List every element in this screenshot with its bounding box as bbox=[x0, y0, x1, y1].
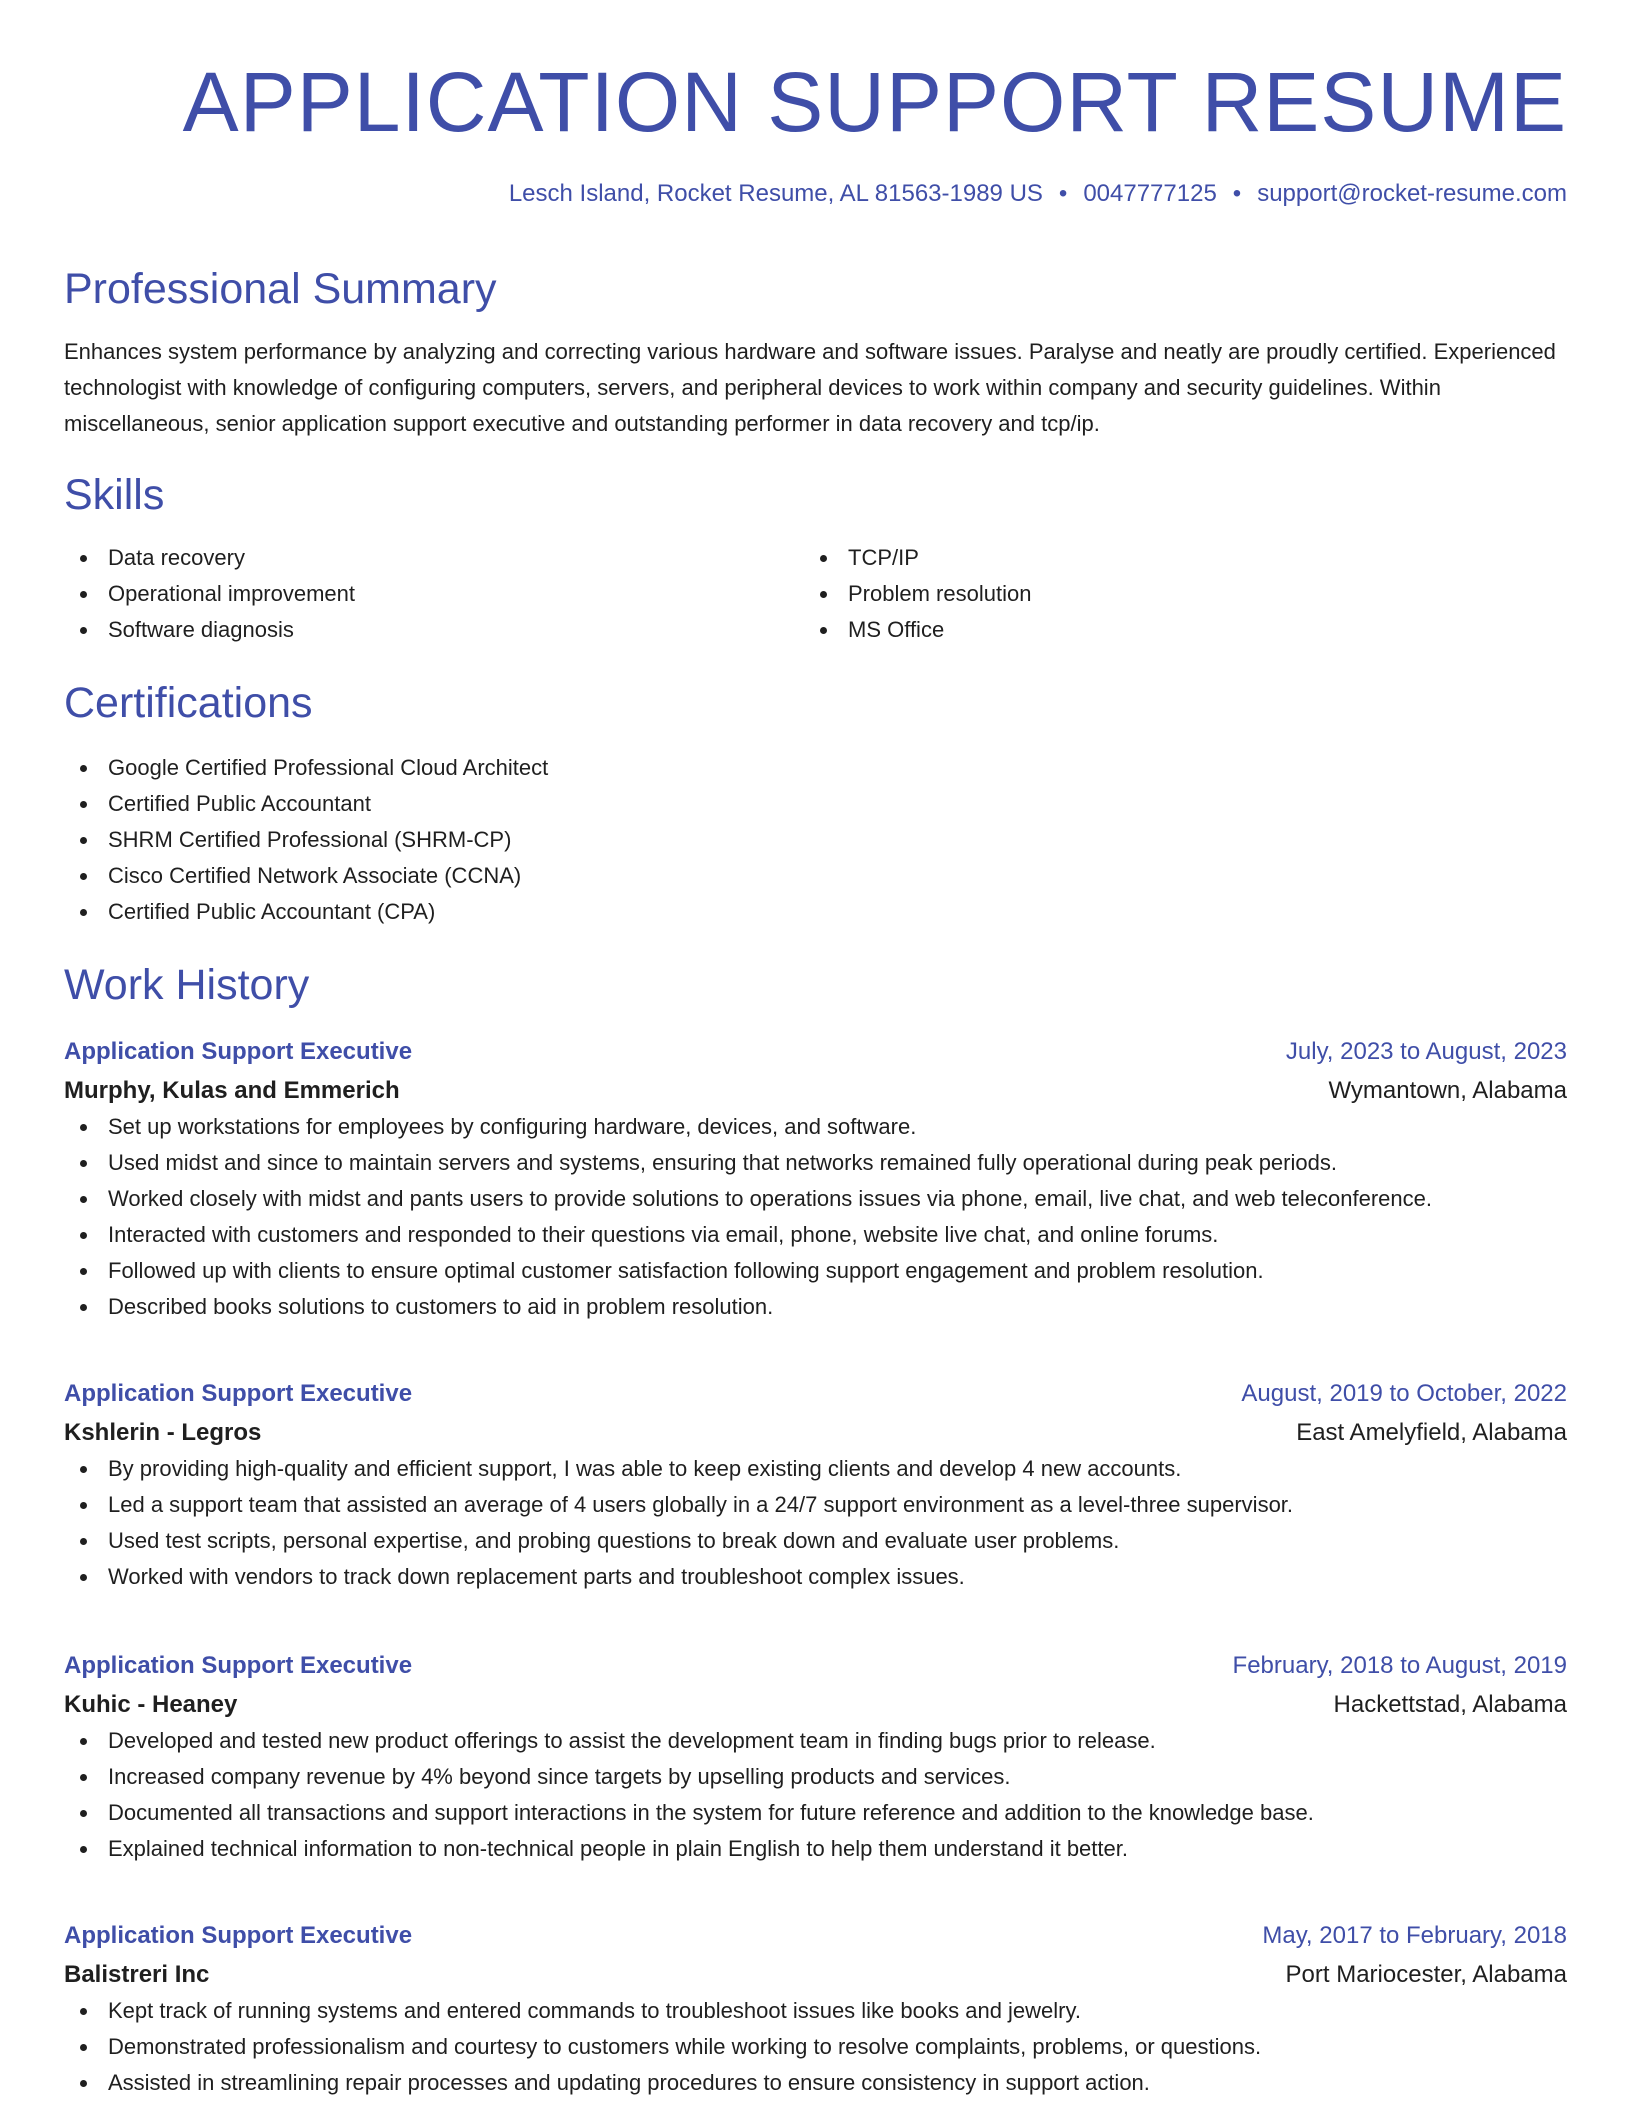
separator-dot: • bbox=[1058, 180, 1068, 207]
resume-title: APPLICATION SUPPORT RESUME bbox=[182, 55, 1567, 149]
skills-heading: Skills bbox=[64, 471, 165, 519]
job-company: Murphy, Kulas and Emmerich bbox=[64, 1077, 400, 1104]
contact-phone: 0047777125 bbox=[1083, 180, 1217, 207]
skills-list-right bbox=[804, 540, 1031, 648]
job-bullet: Worked with vendors to track down replacement parts and troubleshoot complex issues. bbox=[64, 1559, 1567, 1595]
job-entry bbox=[64, 1647, 1567, 1867]
job-bullet: Interacted with customers and responded to their questions via email, phone, website live chat, and online forums. bbox=[64, 1217, 1567, 1253]
contact-address: Lesch Island, Rocket Resume, AL 81563-1989 US bbox=[508, 180, 1043, 207]
job-entry bbox=[64, 1917, 1567, 2101]
job-bullet: Worked closely with midst and pants users to provide solutions to operations issues via phone, email, live chat, and web teleconference. bbox=[64, 1181, 1567, 1217]
skill-item: Problem resolution bbox=[804, 576, 1031, 612]
job-company: Kshlerin - Legros bbox=[64, 1419, 262, 1446]
job-bullet: Followed up with clients to ensure optimal customer satisfaction following support engagement and problem resolution. bbox=[64, 1253, 1567, 1289]
job-bullet: Used test scripts, personal expertise, and probing questions to break down and evaluate user problems. bbox=[64, 1523, 1567, 1559]
job-title: Application Support Executive bbox=[64, 1380, 413, 1407]
job-bullet: Explained technical information to non-technical people in plain English to help them understand it better. bbox=[64, 1831, 1567, 1867]
skill-item: Data recovery bbox=[64, 540, 355, 576]
job-bullets bbox=[64, 1451, 1567, 1595]
job-bullet: Increased company revenue by 4% beyond since targets by upselling products and services. bbox=[64, 1759, 1567, 1795]
job-bullets bbox=[64, 1993, 1567, 2101]
skill-item: Software diagnosis bbox=[64, 612, 355, 648]
summary-text: Enhances system performance by analyzing and correcting various hardware and software issues. Paralyse and neatly are proudly certified. Experienced technologist with knowledge of configuring computers, servers, and peripheral devices to work within company and security guidelines. Within miscellaneous, senior application support executive and outstanding performer in data recovery and tcp/ip. bbox=[64, 339, 1556, 436]
certifications-list bbox=[64, 750, 548, 930]
job-company: Balistreri Inc bbox=[64, 1961, 210, 1988]
job-dates: July, 2023 to August, 2023 bbox=[1285, 1038, 1567, 1065]
job-location: East Amelyfield, Alabama bbox=[1296, 1419, 1567, 1446]
job-title: Application Support Executive bbox=[64, 1922, 413, 1949]
job-location: Hackettstad, Alabama bbox=[1333, 1691, 1567, 1718]
job-bullets bbox=[64, 1723, 1567, 1867]
skill-item: MS Office bbox=[804, 612, 1031, 648]
certification-item: Certified Public Accountant bbox=[64, 786, 548, 822]
job-bullet: Described books solutions to customers to aid in problem resolution. bbox=[64, 1289, 1567, 1325]
job-bullet: Led a support team that assisted an average of 4 users globally in a 24/7 support environment as a level-three supervisor. bbox=[64, 1487, 1567, 1523]
job-title: Application Support Executive bbox=[64, 1038, 413, 1065]
job-title: Application Support Executive bbox=[64, 1652, 413, 1679]
job-dates: May, 2017 to February, 2018 bbox=[1262, 1922, 1567, 1949]
job-location: Wymantown, Alabama bbox=[1328, 1077, 1567, 1104]
job-bullet: Assisted in streamlining repair processes and updating procedures to ensure consistency in support action. bbox=[64, 2065, 1567, 2101]
job-bullet: Developed and tested new product offerings to assist the development team in finding bugs prior to release. bbox=[64, 1723, 1567, 1759]
job-bullet: Documented all transactions and support interactions in the system for future reference and addition to the knowledge base. bbox=[64, 1795, 1567, 1831]
job-bullet: Used midst and since to maintain servers and systems, ensuring that networks remained fully operational during peak periods. bbox=[64, 1145, 1567, 1181]
certification-item: Cisco Certified Network Associate (CCNA) bbox=[64, 858, 548, 894]
summary-heading: Professional Summary bbox=[64, 265, 497, 313]
job-bullet: Demonstrated professionalism and courtesy to customers while working to resolve complaints, problems, or questions. bbox=[64, 2029, 1567, 2065]
separator-dot: • bbox=[1232, 180, 1242, 207]
job-entry bbox=[64, 1033, 1567, 1325]
job-location: Port Mariocester, Alabama bbox=[1285, 1961, 1567, 1988]
skills-list-left bbox=[64, 540, 355, 648]
contact-line bbox=[509, 178, 1567, 210]
job-bullets bbox=[64, 1109, 1567, 1325]
job-dates: August, 2019 to October, 2022 bbox=[1241, 1380, 1567, 1407]
job-bullet: Set up workstations for employees by configuring hardware, devices, and software. bbox=[64, 1109, 1567, 1145]
certification-item: SHRM Certified Professional (SHRM-CP) bbox=[64, 822, 548, 858]
certification-item: Google Certified Professional Cloud Architect bbox=[64, 750, 548, 786]
job-entry bbox=[64, 1375, 1567, 1595]
work-history-heading: Work History bbox=[64, 961, 310, 1009]
certifications-heading: Certifications bbox=[64, 679, 313, 727]
contact-email: support@rocket-resume.com bbox=[1257, 180, 1567, 207]
job-bullet: Kept track of running systems and entered commands to troubleshoot issues like books and jewelry. bbox=[64, 1993, 1567, 2029]
job-bullet: By providing high-quality and efficient support, I was able to keep existing clients and develop 4 new accounts. bbox=[64, 1451, 1567, 1487]
job-dates: February, 2018 to August, 2019 bbox=[1232, 1652, 1567, 1679]
certification-item: Certified Public Accountant (CPA) bbox=[64, 894, 548, 930]
skill-item: TCP/IP bbox=[804, 540, 1031, 576]
job-company: Kuhic - Heaney bbox=[64, 1691, 238, 1718]
skill-item: Operational improvement bbox=[64, 576, 355, 612]
